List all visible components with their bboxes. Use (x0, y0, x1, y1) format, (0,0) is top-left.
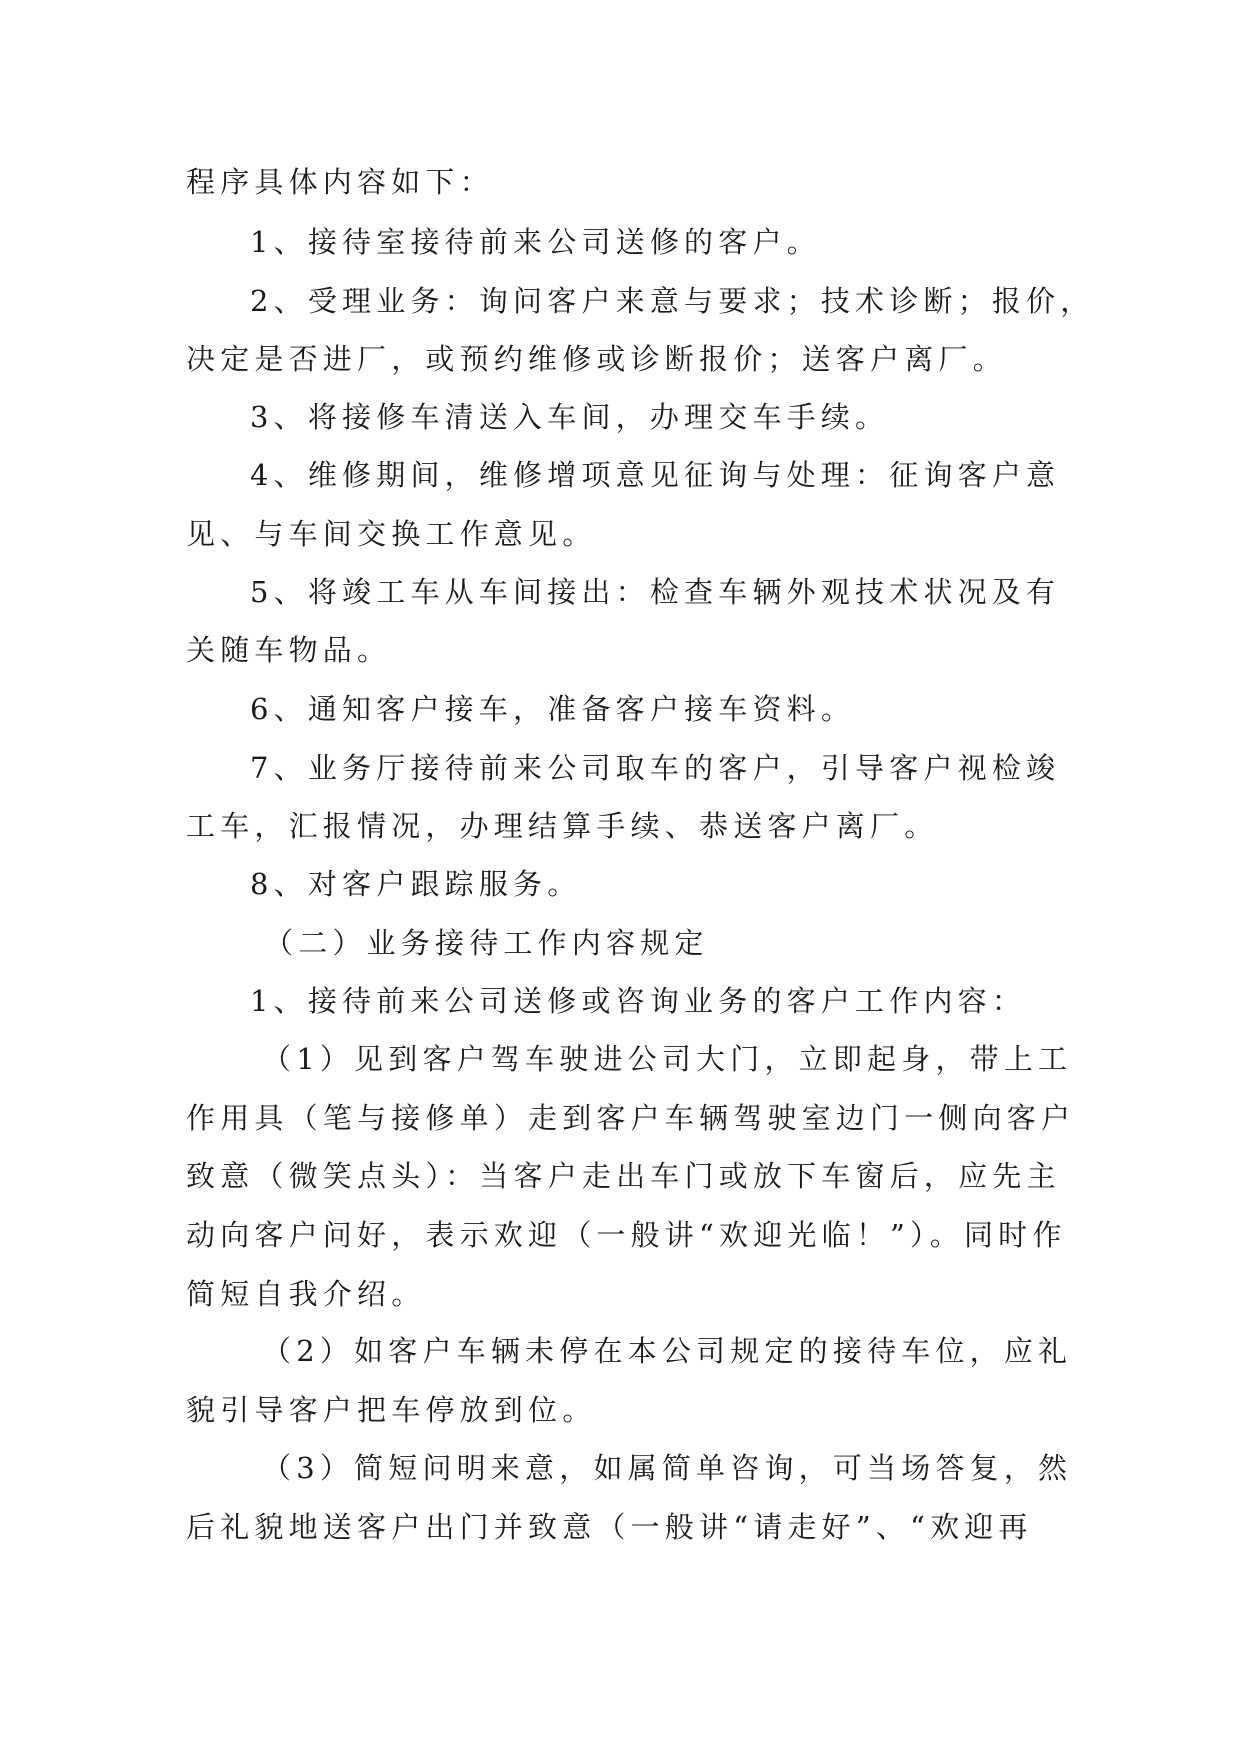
paragraph-line: 1、接待室接待前来公司送修的客户。 (250, 225, 821, 259)
paragraph-line: 决定是否进厂，或预约维修或诊断报价；送客户离厂。 (186, 342, 1007, 376)
paragraph-line: 动向客户问好，表示欢迎（一般讲“欢迎光临！”）。同时作 (186, 1218, 1067, 1252)
paragraph-line: 程序具体内容如下： (186, 165, 494, 199)
paragraph-line: 6、通知客户接车，准备客户接车资料。 (250, 692, 856, 726)
paragraph-line: （3）简短问明来意，如属简单咨询，可当场答复，然 (262, 1451, 1073, 1485)
paragraph-line: 工车，汇报情况，办理结算手续、恭送客户离厂。 (186, 809, 939, 843)
paragraph-line: （2）如客户车辆未停在本公司规定的接待车位，应礼 (262, 1334, 1073, 1368)
paragraph-line: 作用具（笔与接修单）走到客户车辆驾驶室边门一侧向客户 (186, 1101, 1076, 1135)
paragraph-line: 4、维修期间，维修增项意见征询与处理：征询客户意 (250, 458, 1061, 492)
paragraph-line: 5、将竣工车从车间接出：检查车辆外观技术状况及有 (250, 575, 1061, 609)
paragraph-line: 8、对客户跟踪服务。 (250, 867, 582, 901)
section-heading: （二）业务接待工作内容规定 (264, 926, 709, 960)
paragraph-line: 见、与车间交换工作意见。 (186, 517, 597, 551)
paragraph-line: 致意（微笑点头）：当客户走出车门或放下车窗后，应先主 (186, 1159, 1061, 1193)
paragraph-line: 2、受理业务：询问客户来意与要求；技术诊断；报价， (250, 284, 1095, 318)
paragraph-line: 貌引导客户把车停放到位。 (186, 1393, 597, 1427)
paragraph-line: 3、将接修车清送入车间，办理交车手续。 (250, 400, 890, 434)
paragraph-line: 后礼貌地送客户出门并致意（一般讲“请走好”、“欢迎再 (186, 1510, 1033, 1544)
paragraph-line: （1）见到客户驾车驶进公司大门，立即起身，带上工 (262, 1042, 1073, 1076)
paragraph-line: 7、业务厅接待前来公司取车的客户，引导客户视检竣 (250, 751, 1061, 785)
paragraph-line: 1、接待前来公司送修或咨询业务的客户工作内容： (250, 984, 1027, 1018)
paragraph-line: 关随车物品。 (186, 633, 392, 667)
paragraph-line: 简短自我介绍。 (186, 1277, 426, 1311)
